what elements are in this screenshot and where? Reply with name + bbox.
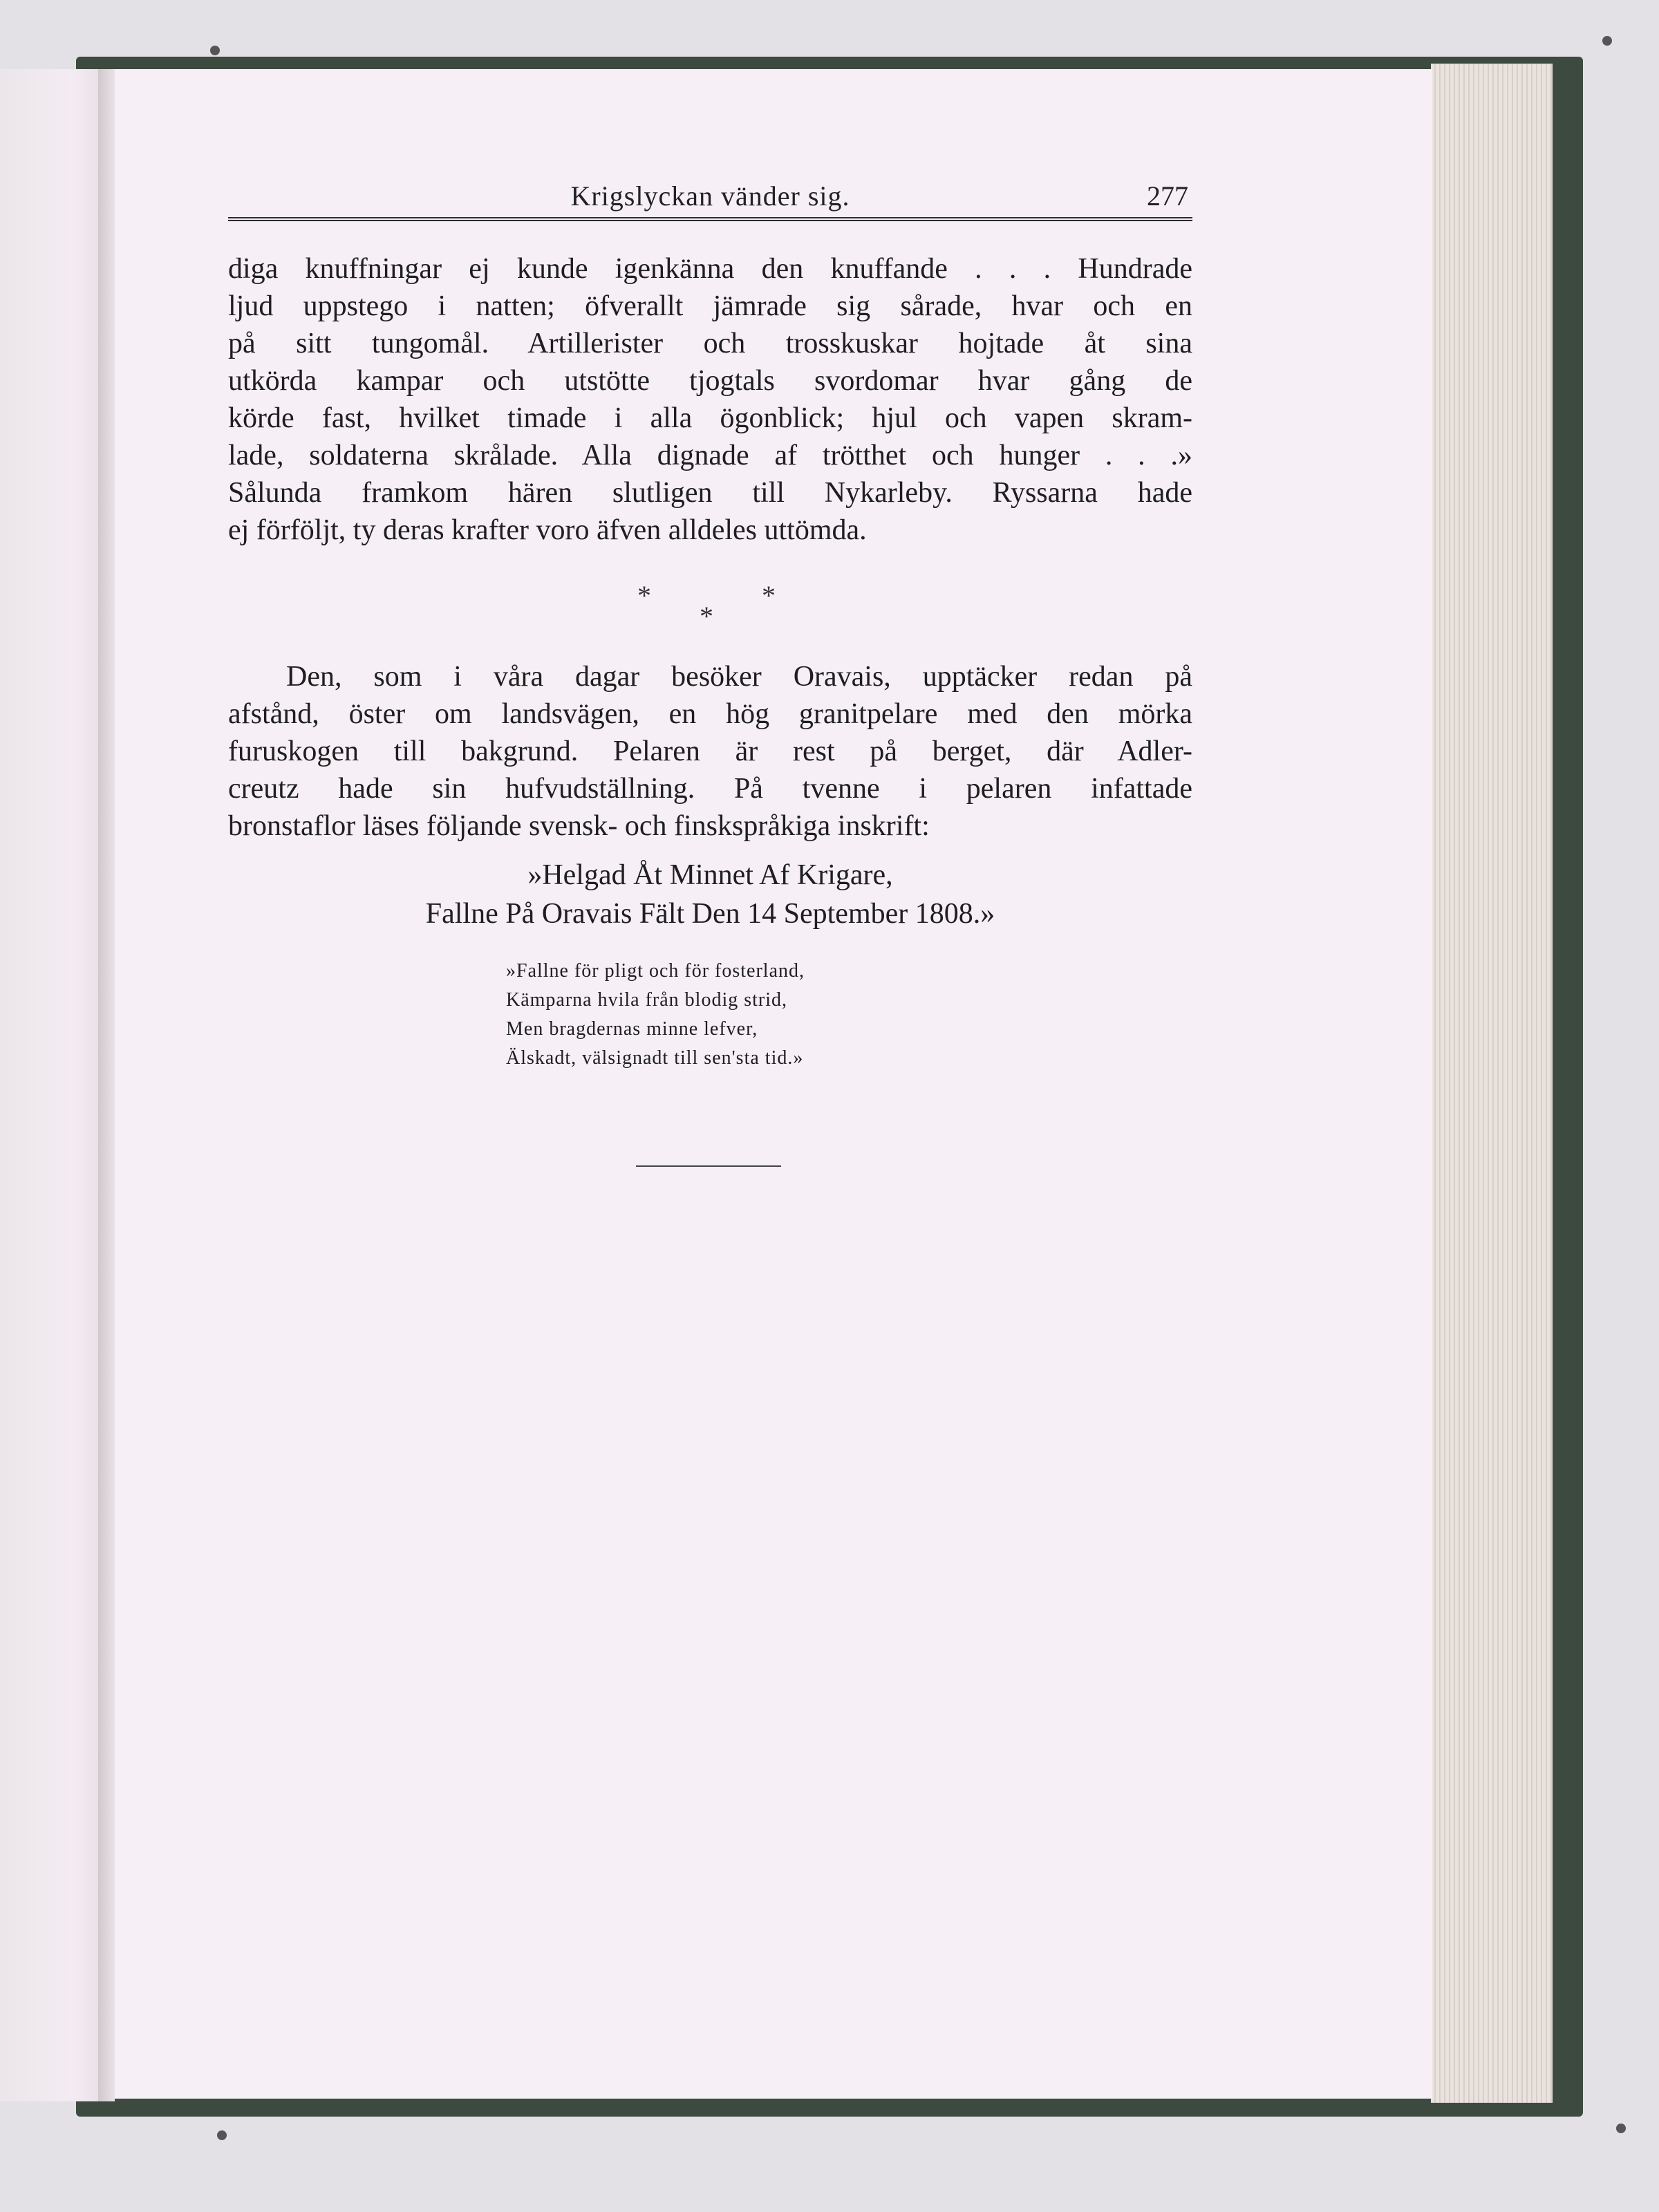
asterism-mark: * [700,601,713,632]
text-line: ljud uppstego i natten; öfverallt jämrade sig sårade, hvar och en [228,290,1192,322]
text-line: ej förföljt, ty deras krafter voro äfven alldeles uttömda. [228,514,867,546]
text-line: afstånd, öster om landsvägen, en hög granitpelare med den mörka [228,698,1192,730]
page-block-edges [1431,64,1553,2103]
text-line: körde fast, hvilket timade i alla ögonblick; hjul och vapen skram- [228,402,1192,434]
running-title: Krigslyckan vänder sig. [570,180,850,212]
poem-line: »Fallne för pligt och för fosterland, [506,960,805,982]
text-line: furuskogen till bakgrund. Pelaren är rest på berget, där Adler- [228,735,1192,767]
page-number: 277 [1147,180,1188,212]
left-page-edge [0,69,104,2101]
book-gutter [98,69,115,2101]
poem [506,957,805,1073]
asterism-mark: * [762,580,776,611]
paragraph-1 [228,250,1192,549]
text-line: på sitt tungomål. Artillerister och trosskuskar hojtade åt sina [228,328,1192,359]
corner-pin [210,46,220,55]
inscription-line: Fallne På Oravais Fält Den 14 September 1808.» [425,898,995,930]
poem-line: Kämparna hvila från blodig strid, [506,989,788,1011]
chapter-end-rule [636,1165,781,1167]
poem-line: Men bragdernas minne lefver, [506,1018,758,1040]
corner-pin [217,2130,227,2140]
text-line: Sålunda framkom hären slutligen till Nykarleby. Ryssarna hade [228,477,1192,509]
running-header [228,174,1192,221]
text-line: diga knuffningar ej kunde igenkänna den knuffande . . . Hundrade [228,253,1192,285]
asterism-mark: * [637,580,651,611]
text-line: Den, som i våra dagar besöker Oravais, upptäcker redan på [286,661,1192,693]
text-line: bronstaflor läses följande svensk- och finskspråkiga inskrift: [228,810,930,842]
corner-pin [1616,2124,1626,2133]
text-line: lade, soldaterna skrålade. Alla dignade af trötthet och hunger . . .» [228,440,1192,471]
inscription-line: »Helgad Åt Minnet Af Krigare, [527,859,893,891]
poem-line: Älskadt, välsignadt till sen'sta tid.» [506,1047,804,1069]
text-line: creutz hade sin hufvudställning. På tvenne i pelaren infattade [228,773,1192,805]
paragraph-2 [228,658,1192,845]
text-line: utkörda kampar och utstötte tjogtals svordomar hvar gång de [228,365,1192,397]
corner-pin [1602,36,1612,46]
